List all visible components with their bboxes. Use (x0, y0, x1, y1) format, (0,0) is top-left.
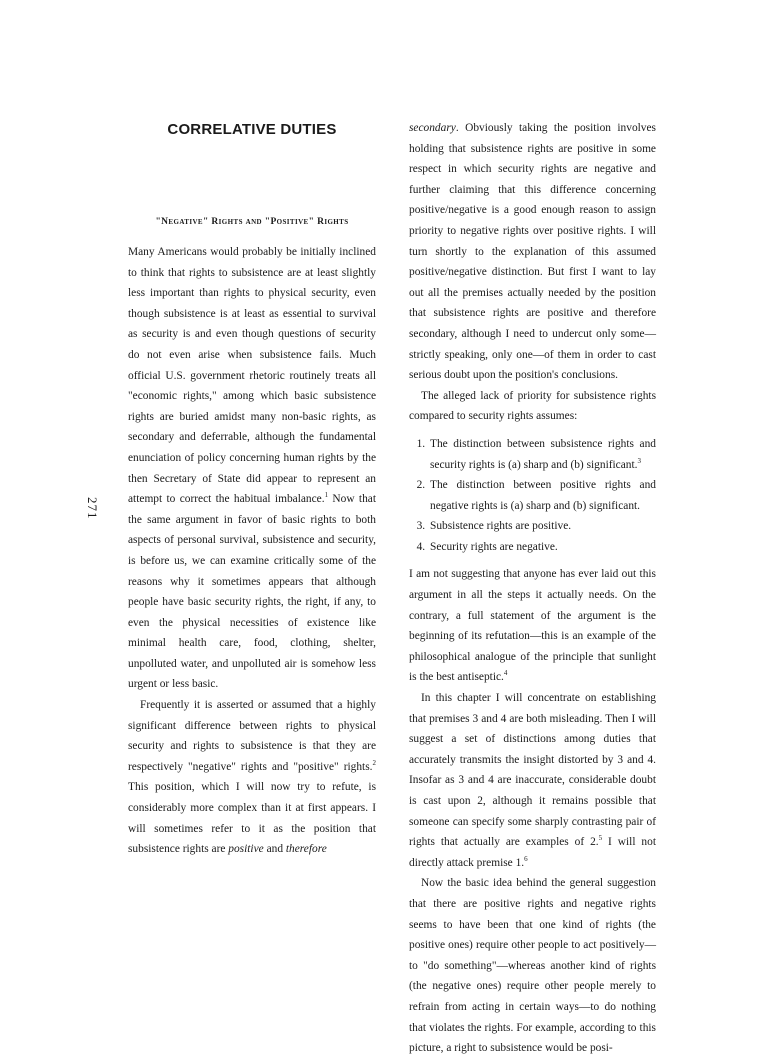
footnote-marker[interactable]: 2 (372, 759, 376, 768)
paragraph (128, 695, 376, 860)
emphasis: positive (228, 843, 264, 856)
footnote-marker[interactable]: 1 (324, 491, 329, 500)
text-run: . Obviously taking the position involves holding that subsistence rights are positive in some respect in which security rights are negative and further claiming that this difference concerning positive/negative is a good enough reason to assign priority to negative rights over positive rights. I will turn shortly to the explanation of this assumed positive/negative distinction. But first I want to lay out all the premises actually needed by the position that subsistence rights are positive and therefore secondary, although I need to undercut only some—strictly speaking, only one—of them in order to cast serious doubt upon the position's conclusions. (409, 122, 656, 382)
page-number: 271 (85, 497, 100, 520)
list-item: 2. The distinction between positive rights and negative rights is (a) sharp and (b) significant. (428, 475, 656, 516)
text-run: I will not directly attack premise 1. (409, 836, 656, 869)
paragraph (128, 242, 376, 695)
text-run: Now that the same argument in favor of basic rights to both aspects of personal survival, subsistence and security, is before us, we can examine critically some of the reasons why it sometimes appears that although people have basic security rights, the right, if any, to even the physical necessities of existence like minimal health care, food, clothing, shelter, unpolluted water, and unpolluted air is somehow less urgent or less basic. (128, 493, 376, 691)
text-run: Frequently it is asserted or assumed that a highly significant difference between rights to physical security and rights to subsistence is that they are respectively "negative" rights and "positive" rights. (128, 699, 376, 773)
footnote-marker[interactable]: 6 (524, 854, 528, 863)
emphasis: therefore (285, 843, 327, 856)
footnote-marker[interactable]: 3 (637, 456, 642, 465)
text-run: In this chapter I will concentrate on establishing that premises 3 and 4 are both misleading. Then I will suggest a set of distinctions among duties that accurately transmits the insight distorted by 3 and 4. Insofar as 3 and 4 are inaccurate, considerable doubt is cast upon 2, although it remains possible that someone can specify some sharply contrasting pair of rights that actually are examples of 2. (409, 692, 656, 849)
list-item: 4. Security rights are negative. (428, 537, 656, 558)
list-item (428, 434, 656, 475)
right-column (409, 118, 656, 1059)
paragraph: Now the basic idea behind the general suggestion that there are positive rights and negative rights seems to have been that one kind of rights (the positive ones) require other people to act positively—to "do something"—whereas another kind of rights (the negative ones) require other people merely to refrain from acting in certain ways—to do nothing that violates the rights. For example, according to this picture, a right to subsistence would be posi- (409, 877, 656, 1055)
text-run: The distinction between subsistence rights and security rights is (a) sharp and (b) significant. (430, 437, 656, 471)
list-item: 3. Subsistence rights are positive. (428, 516, 656, 537)
left-column (128, 118, 376, 860)
text-run: and (263, 843, 286, 856)
paragraph (409, 564, 656, 688)
chapter-title: CORRELATIVE DUTIES (167, 121, 337, 138)
emphasis: secondary (409, 122, 456, 134)
footnote-marker[interactable]: 5 (598, 834, 603, 843)
premise-list (409, 434, 656, 558)
paragraph (409, 688, 656, 873)
text-run: I am not suggesting that anyone has ever laid out this argument in all the steps it actually needs. On the contrary, a full statement of the argument is the beginning of its refutation—this is an example of the philosophical analogue of the principle that sunlight is the best antiseptic. (409, 568, 656, 684)
text-run: This position, which I will now try to refute, is considerably more complex than it at first appears. I will sometimes refer to it as the position that subsistence rights are (128, 781, 376, 856)
paragraph: The alleged lack of priority for subsistence rights compared to security rights assumes: (409, 389, 656, 423)
section-heading: "Negative" Rights and "Positive" Rights (155, 217, 349, 227)
paragraph (409, 118, 656, 386)
text-run: Many Americans would probably be initially inclined to think that rights to subsistence are at least slightly less important than rights to physical security, even though subsistence is at least as essential to survival as security is and even though questions of security do not even arise when subsistence fails. Much official U.S. government rhetoric routinely treats all "economic rights," among which basic subsistence rights are buried amidst many non-basic rights, as secondary and deferrable, although the fundamental enunciation of policy concerning human rights by the then Secretary of State did appear to represent an attempt to correct the habitual imbalance. (128, 246, 376, 506)
footnote-marker[interactable]: 4 (503, 669, 508, 678)
